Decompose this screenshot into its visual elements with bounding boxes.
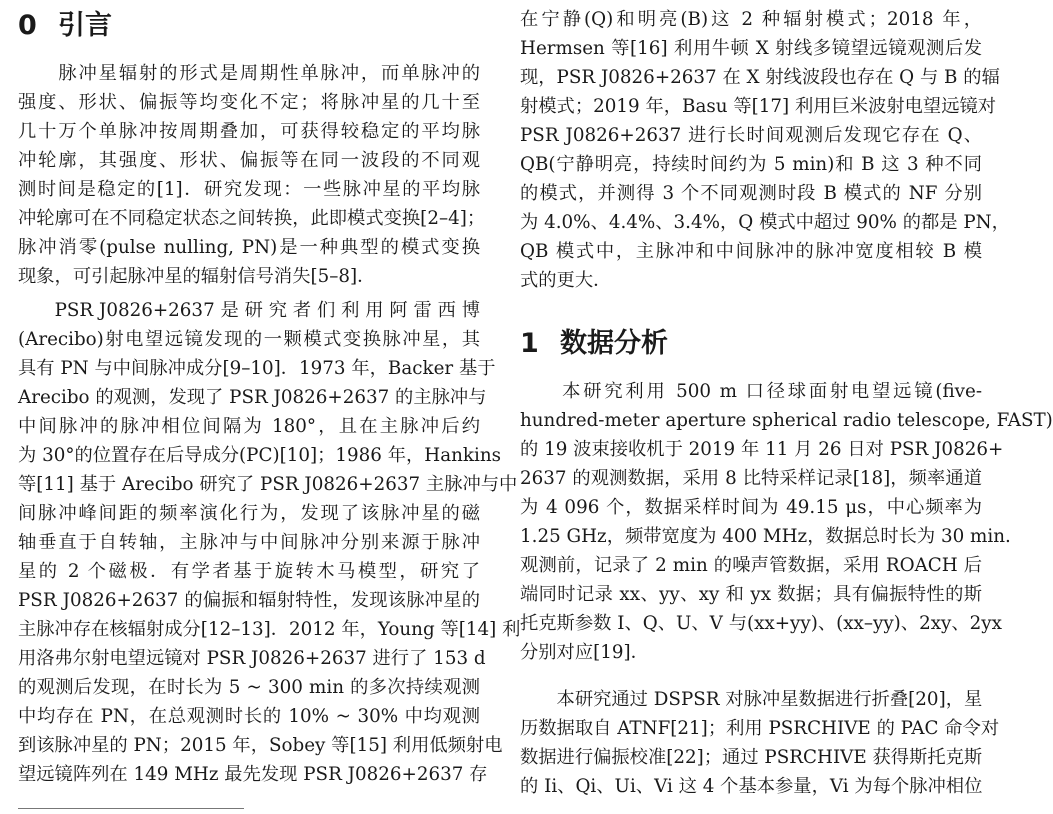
text-line: QB(宁静明亮，持续时间约为 5 min)和 B 这 3 种不同	[520, 154, 982, 175]
text-line: 主脉冲存在核辐射成分[12–13]．2012 年，Young 等[14] 利	[18, 619, 521, 640]
text-line: 几十万个单脉冲按周期叠加，可获得较稳定的平均脉	[18, 121, 480, 142]
text-line: 中均存在 PN，在总观测时长的 10% ~ 30% 中均观测	[18, 706, 480, 727]
text-line: PSR J0826+2637 是 研 究 者 们 利 用 阿 雷 西 博	[18, 300, 480, 321]
text-line: PSR J0826+2637 的偏振和辐射特性，发现该脉冲星的	[18, 590, 480, 611]
text-line: 到该脉冲星的 PN；2015 年，Sobey 等[15] 利用低频射电	[18, 735, 503, 756]
text-line: Arecibo 的观测，发现了 PSR J0826+2637 的主脉冲与	[18, 387, 487, 408]
text-line: 本研究利用 500 m 口径球面射电望远镜(five-	[520, 381, 982, 402]
text-line: 轴垂直于自转轴，主脉冲与中间脉冲分别来源于脉冲	[18, 532, 480, 553]
text-line: 间脉冲峰间距的频率演化行为，发现了该脉冲星的磁	[18, 503, 480, 524]
text-line: (Arecibo)射电望远镜发现的一颗模式变换脉冲星，其	[18, 329, 480, 350]
text-line: 脉冲星辐射的形式是周期性单脉冲，而单脉冲的	[18, 63, 480, 84]
text-line: 脉冲消零(pulse nulling, PN)是一种典型的模式变换	[18, 237, 480, 258]
text-line: 为 4.0%、4.4%、3.4%，Q 模式中超过 90% 的都是 PN，	[520, 212, 1010, 233]
text-line: 的模式，并测得 3 个不同观测时段 B 模式的 NF 分别	[520, 183, 982, 204]
text-line: 为 30°的位置存在后导成分(PC)[10]；1986 年，Hankins	[18, 445, 501, 466]
text-line: 2637 的观测数据，采用 8 比特采样记录[18]，频率通道	[520, 468, 982, 489]
text-line: 强度、形状、偏振等均变化不定；将脉冲星的几十至	[18, 92, 480, 113]
section-number: 0	[18, 10, 37, 41]
text-line: QB 模式中，主脉冲和中间脉冲的脉冲宽度相较 B 模	[520, 241, 982, 262]
text-line: 具有 PN 与中间脉冲成分[9–10]．1973 年，Backer 基于	[18, 358, 496, 379]
section-heading-data-analysis	[520, 324, 668, 364]
text-line: 观测前，记录了 2 min 的噪声管数据，采用 ROACH 后	[520, 555, 982, 576]
text-line: 现，PSR J0826+2637 在 X 射线波段也存在 Q 与 B 的辐	[520, 67, 1000, 88]
text-line: 射模式；2019 年，Basu 等[17] 利用巨米波射电望远镜对	[520, 96, 997, 117]
text-line: PSR J0826+2637 进行长时间观测后发现它存在 Q、	[520, 125, 982, 146]
text-line: 托克斯参数 I、Q、U、V 与(xx+yy)、(xx–yy)、2xy、2yx	[520, 613, 1002, 634]
text-line: 在宁静(Q)和明亮(B)这 2 种辐射模式；2018 年，	[520, 9, 982, 30]
text-line: 等[11] 基于 Arecibo 研究了 PSR J0826+2637 主脉冲与中	[18, 474, 518, 495]
text-line: 的 Ii、Qi、Ui、Vi 这 4 个基本参量，Vi 为每个脉冲相位	[520, 776, 983, 797]
text-line: 历数据取自 ATNF[21]；利用 PSRCHIVE 的 PAC 命令对	[520, 718, 1000, 739]
text-line: 测时间是稳定的[1]．研究发现：一些脉冲星的平均脉	[18, 179, 480, 200]
text-line: 望远镜阵列在 149 MHz 最先发现 PSR J0826+2637 存	[18, 764, 488, 785]
section-title: 数据分析	[560, 328, 668, 359]
text-line: 式的更大．	[520, 270, 612, 291]
text-line: 中间脉冲的脉冲相位间隔为 180°，且在主脉冲后约	[18, 416, 480, 437]
text-line: 星的 2 个磁极．有学者基于旋转木马模型，研究了	[18, 561, 480, 582]
section-title: 引言	[58, 10, 112, 41]
section-number: 1	[520, 328, 539, 359]
text-line: Hermsen 等[16] 利用牛顿 X 射线多镜望远镜观测后发	[520, 38, 982, 59]
text-line: 用洛弗尔射电望远镜对 PSR J0826+2637 进行了 153 d	[18, 648, 486, 669]
text-line: 的观测后发现，在时长为 5 ~ 300 min 的多次持续观测	[18, 677, 480, 698]
text-line: 1.25 GHz，频带宽度为 400 MHz，数据总时长为 30 min.	[520, 526, 1011, 547]
text-line: 为 4 096 个，数据采样时间为 49.15 μs，中心频率为	[520, 497, 982, 518]
text-line: 现象，可引起脉冲星的辐射信号消失[5–8]．	[18, 266, 376, 287]
text-line: hundred-meter aperture spherical radio telescope, FAST)	[520, 410, 1053, 431]
text-line: 本研究通过 DSPSR 对脉冲星数据进行折叠[20]，星	[520, 689, 983, 710]
text-line: 冲轮廓，其强度、形状、偏振等在同一波段的不同观	[18, 150, 480, 171]
footnote-divider	[18, 808, 244, 809]
text-line: 冲轮廓可在不同稳定状态之间转换，此即模式变换[2–4]；	[18, 208, 486, 229]
section-heading-intro	[18, 6, 112, 46]
text-line: 的 19 波束接收机于 2019 年 11 月 26 日对 PSR J0826+	[520, 439, 1004, 460]
text-line: 数据进行偏振校准[22]；通过 PSRCHIVE 获得斯托克斯	[520, 747, 983, 768]
text-line: 端同时记录 xx、yy、xy 和 yx 数据；具有偏振特性的斯	[520, 584, 982, 605]
text-line: 分别对应[19]．	[520, 642, 649, 663]
